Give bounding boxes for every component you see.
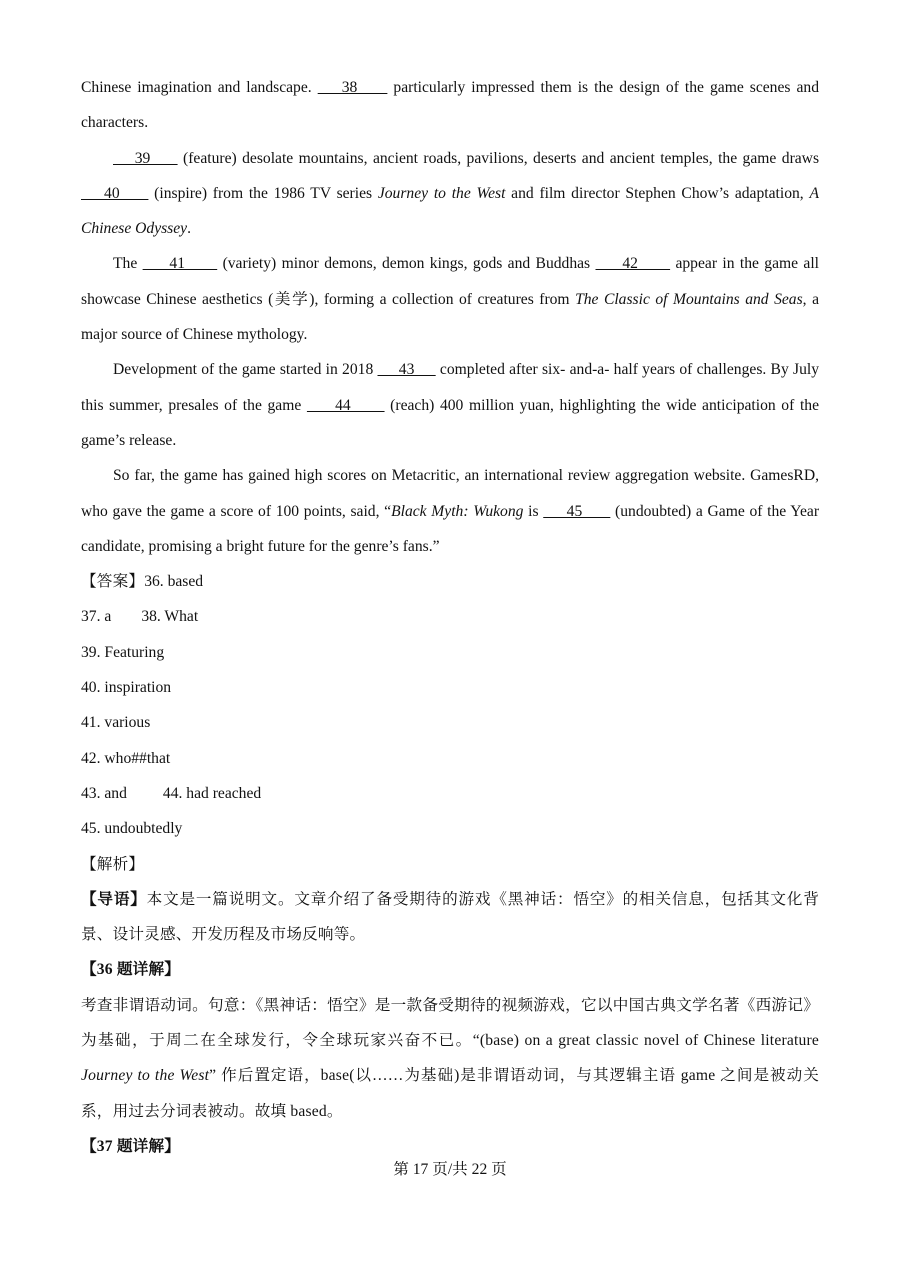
answer-42: 42. who##that [81, 749, 171, 767]
guide-text: 本文是一篇说明文。文章介绍了备受期待的游戏《黑神话：悟空》的相关信息，包括其文化背景、设计灵感、开发历程及市场反响等。 [81, 890, 819, 944]
answer-45: 45. undoubtedly [81, 820, 183, 838]
answer-37: 37. a [81, 608, 112, 626]
blank-39: 39 [113, 149, 178, 167]
text-run: appear in the game all showcase Chinese aesthetics (美学), forming a collection of creatures from [81, 255, 819, 308]
answer-label: 【答案】 [81, 573, 145, 591]
answer-41: 41. various [81, 714, 151, 732]
italic-title: The Classic of Mountains and Seas [575, 290, 803, 308]
passage-paragraph-1 [81, 70, 819, 141]
q36-label: 【36 题详解】 [81, 961, 181, 979]
answer-row-40 [81, 670, 819, 705]
blank-45: 45 [543, 502, 611, 520]
text-run: and film director Stephen Chow’s adaptation, [505, 184, 810, 202]
blank-41: 41 [142, 255, 218, 273]
blank-38: 38 [317, 79, 388, 96]
q36-explanation [81, 988, 819, 1129]
answer-row-37-38 [81, 599, 819, 634]
answer-row-39 [81, 635, 819, 670]
blank-43: 43 [377, 361, 436, 379]
blank-40: 40 [81, 184, 149, 202]
answer-row-36 [81, 564, 819, 599]
answer-43: 43. and [81, 784, 127, 802]
answer-row-42 [81, 741, 819, 776]
text-run: Chinese imagination and landscape. [81, 79, 318, 96]
italic-title: A Chinese Odyssey [81, 184, 819, 238]
text-run: particularly impressed them is the design of the game scenes and characters. [81, 79, 819, 132]
text-run: . [187, 220, 192, 238]
passage-paragraph-3 [81, 246, 819, 352]
text-run: (feature) desolate mountains, ancient roads, pavilions, deserts and ancient temples, the game draws [177, 149, 820, 167]
italic-title: Journey to the West [377, 184, 506, 202]
answer-39: 39. Featuring [81, 643, 165, 661]
italic-title: Black Myth: Wukong [391, 502, 524, 520]
text-run: (reach) 400 million yuan, highlighting the wide anticipation of the game’s release. [81, 396, 819, 449]
answer-row-43-44 [81, 776, 819, 811]
text-run: (inspire) from the 1986 TV series [148, 184, 378, 202]
page-footer: 第 17 页/共 22 页 [393, 1161, 507, 1178]
text-run: Development of the game started in 2018 [113, 361, 378, 379]
text-run: The [113, 255, 143, 273]
text-run: So far, the game has gained high scores on Metacritic, an international review aggregation website. GamesRD, who gave the game a score of 100 points, said, “ [81, 467, 819, 520]
answer-38: 38. What [141, 608, 199, 626]
passage-paragraph-5 [81, 458, 819, 564]
blank-44: 44 [306, 396, 385, 414]
passage-paragraph-4 [81, 352, 819, 458]
guide-paragraph [81, 882, 819, 953]
text-run: completed after six- and-a- half years of challenges. By July this summer, presales of the game [81, 361, 819, 414]
italic-title: Journey to the West [81, 1067, 210, 1085]
answer-36: 36. based [144, 573, 204, 591]
text-run: is [523, 502, 544, 520]
blank-42: 42 [595, 255, 671, 273]
analysis-label: 【解析】 [81, 855, 145, 873]
q37-label: 【37 题详解】 [81, 1137, 181, 1155]
text-run: , a major source of Chinese mythology. [81, 290, 819, 344]
text-run: (variety) minor demons, demon kings, gods and Buddhas [217, 255, 596, 273]
passage-paragraph-2 [81, 141, 819, 247]
answer-44: 44. had reached [162, 784, 262, 802]
page-content [81, 70, 819, 1164]
text-run: (undoubted) a Game of the Year candidate, promising a bright future for the genre’s fans.” [81, 502, 820, 555]
answer-row-41 [81, 705, 819, 740]
text-run: ” 作后置定语，base(以……为基础)是非谓语动词，与其逻辑主语 game 之间是被动关系，用过去分词表被动。故填 based。 [81, 1067, 819, 1120]
text-run: 考查非谓语动词。句意：《黑神话：悟空》是一款备受期待的视频游戏，它以中国古典文学名著《西游记》为基础，于周二在全球发行，令全球玩家兴奋不已。“(base) on a great classic novel of Chinese literature [81, 996, 819, 1050]
answer-40: 40. inspiration [81, 679, 172, 697]
answer-row-45 [81, 811, 819, 846]
guide-label: 【导语】 [81, 890, 147, 908]
